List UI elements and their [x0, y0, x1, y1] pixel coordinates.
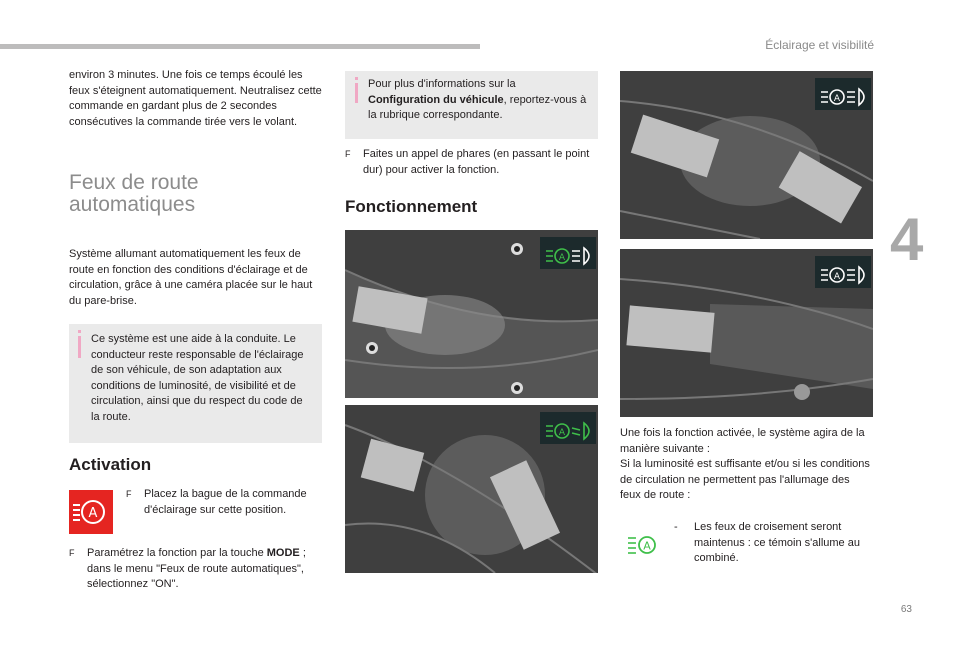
illustration-streetlit-road [345, 230, 598, 398]
intro-paragraph: environ 3 minutes. Une fois ce temps écoulé les feux s'éteignent automatiquement. Neutralisez cette commande en gardant plus de 2 secondes consécutives la commande tirée vers le volant. [69, 69, 322, 128]
step-text: Placez la bague de la commande d'éclairage sur cette position. [144, 488, 307, 516]
auto-high-beam-indicator-icon [545, 245, 573, 267]
operation-text: Une fois la fonction activée, le système agira de la manière suivante : [620, 427, 865, 455]
bullet-marker-icon: F [345, 149, 351, 159]
indicator-panel [540, 237, 596, 269]
indicator-panel [540, 412, 596, 444]
info-box-vehicle-config [345, 71, 598, 139]
header-rule [0, 44, 480, 49]
auto-high-beam-indicator-icon [545, 420, 573, 442]
svg-text:A: A [88, 506, 98, 521]
high-beam-indicator-icon [845, 264, 873, 286]
illustration-oncoming-vehicle [345, 405, 598, 573]
fonctionnement-heading: Fonctionnement [345, 197, 478, 216]
mode-key-label: MODE [266, 547, 300, 559]
operation-paragraph [620, 426, 870, 504]
dash-marker: - [674, 521, 678, 533]
indicator-panel [815, 78, 871, 110]
auto-headlight-ring-icon [69, 490, 113, 534]
section-title: Éclairage et visibilité [765, 38, 874, 52]
heading-line: Feux de route [69, 171, 199, 194]
info-box-driving-aid [69, 324, 322, 443]
indicator-panel [815, 256, 871, 288]
step-text: Faites un appel de phares (en passant le point dur) pour activer la fonction. [363, 148, 590, 176]
auto-beam-dash-indicator-icon [620, 530, 660, 560]
dipped-beam-text: Les feux de croisement seront maintenus : ce témoin s'allume au combiné. [694, 521, 860, 564]
bullet-marker-icon: F [126, 489, 132, 499]
auto-high-beam-indicator-icon [820, 86, 848, 108]
heading-line: automatiques [69, 193, 196, 216]
dipped-beam-item [674, 520, 864, 570]
info-text-part: Pour plus d'informations sur la [368, 78, 516, 90]
activation-step-1 [126, 487, 326, 537]
illustration-high-beam-road [620, 249, 873, 417]
flash-headlights-step [345, 147, 595, 181]
auto-high-beam-indicator-icon [820, 264, 848, 286]
chapter-number: 4 [890, 206, 924, 273]
activation-heading: Activation [69, 455, 152, 474]
activation-step-2 [69, 546, 324, 596]
description-paragraph: Système allumant automatiquement les feux de route en fonction des conditions d'éclairage et de circulation, grâce à une caméra placée sur le haut du pare-brise. [69, 248, 313, 307]
operation-text: Si la luminosité est suffisante et/ou si les conditions de circulation ne permettent pas l'allumage des feux de route : [620, 458, 870, 501]
svg-text:A: A [558, 253, 566, 263]
info-text [368, 77, 588, 124]
step-text-part: Paramétrez la fonction par la touche [87, 547, 267, 559]
info-icon [78, 336, 81, 358]
illustration-following-vehicle [620, 71, 873, 239]
info-text: Ce système est une aide à la conduite. Le conducteur reste responsable de l'éclairage de son véhicule, de son adaptation aux conditions de luminosité, de visibilité et de circulation, ainsi que du respect du code de la route. [91, 333, 304, 423]
step-text [87, 546, 324, 593]
high-beam-indicator-icon [845, 86, 873, 108]
page-heading [69, 172, 199, 216]
svg-text:A: A [833, 272, 841, 282]
svg-text:A: A [558, 428, 566, 438]
bullet-marker-icon: F [69, 548, 75, 558]
info-text-part: , reportez-vous à la rubrique correspondante. [368, 93, 587, 121]
page-number: 63 [900, 604, 912, 615]
svg-text:A: A [833, 94, 841, 104]
info-text-bold: Configuration du véhicule [368, 93, 504, 106]
info-icon [355, 83, 358, 103]
step-text-part: ; dans le menu "Feux de route automatiques", sélectionnez "ON". [87, 547, 306, 590]
low-beam-indicator-icon [570, 420, 598, 442]
high-beam-indicator-icon [570, 245, 598, 267]
svg-text:A: A [643, 539, 651, 553]
